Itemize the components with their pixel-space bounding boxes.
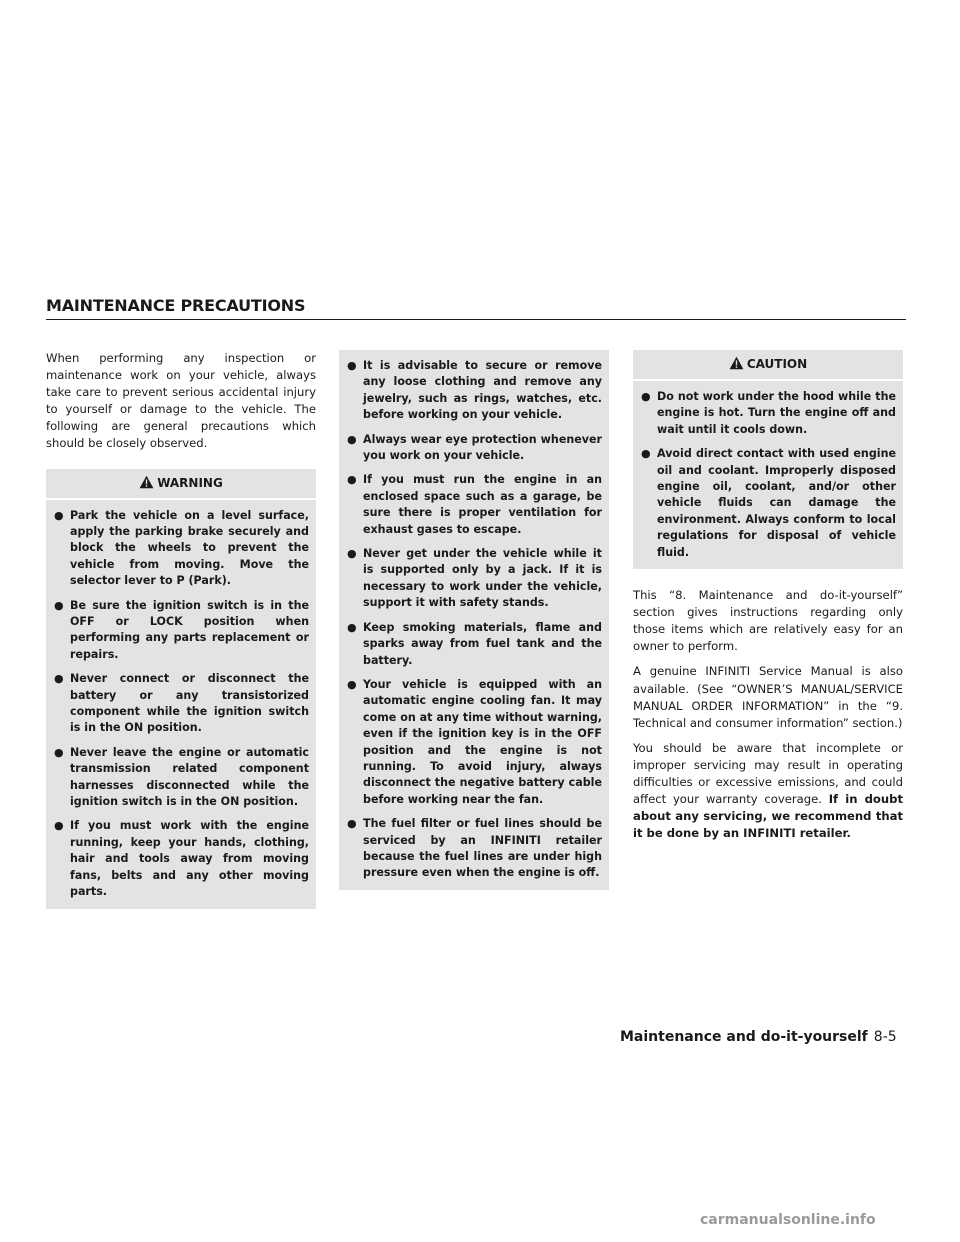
column-left bbox=[46, 350, 316, 909]
warning-list bbox=[46, 500, 316, 901]
bullet-icon: ● bbox=[347, 359, 357, 372]
bullet-icon: ● bbox=[347, 473, 357, 487]
caution-list bbox=[633, 381, 903, 561]
bullet-icon: ● bbox=[347, 817, 357, 831]
column-middle bbox=[339, 350, 609, 890]
column-right bbox=[633, 350, 903, 850]
page-footer bbox=[620, 1029, 920, 1045]
list-item: ● Keep smoking materials, flame and sparks away from fuel tank and the battery. bbox=[347, 620, 602, 667]
bullet-icon: ● bbox=[54, 598, 64, 612]
list-item: ● It is advisable to secure or remove any loose clothing and remove any jewelry, such as rings, watches, etc. before working on your vehicle. bbox=[347, 359, 602, 422]
warning-triangle-icon bbox=[139, 475, 154, 489]
bullet-icon: ● bbox=[641, 390, 651, 403]
list-item: ● Be sure the ignition switch is in the OFF or LOCK position when performing any parts replacement or repairs. bbox=[54, 598, 309, 661]
chapter-title: Maintenance and do-it-yourself bbox=[620, 1029, 868, 1045]
caution-heading-text: CAUTION bbox=[746, 357, 808, 371]
caution-box bbox=[633, 350, 903, 569]
bullet-icon: ● bbox=[54, 508, 64, 522]
servicing-advice-bold: If in doubt about any servicing, we recommend that it be done by an INFINITI retailer. bbox=[633, 792, 903, 841]
list-item: ● Never connect or disconnect the battery or any transistorized component while the ignition switch is in the ON position. bbox=[54, 672, 309, 735]
list-item: ● Never get under the vehicle while it is supported only by a jack. If it is necessary to work under the vehicle, support it with safety stands. bbox=[347, 547, 602, 610]
bullet-icon: ● bbox=[347, 432, 357, 446]
warning-heading-text: WARNING bbox=[157, 475, 223, 490]
warning-triangle-icon bbox=[729, 356, 744, 370]
section-scope-paragraph: This “8. Maintenance and do-it-yourself” section gives instructions regarding only those items which are relatively easy for an owner to perform. bbox=[633, 588, 903, 654]
bullet-icon: ● bbox=[347, 677, 357, 691]
page-number: 8-5 bbox=[873, 1029, 897, 1045]
list-item: ● The fuel filter or fuel lines should be serviced by an INFINITI retailer because the fuel lines are under high pressure even when the engine is off. bbox=[347, 817, 602, 880]
warning-box bbox=[46, 469, 316, 909]
list-item: ● Do not work under the hood while the engine is hot. Turn the engine off and wait until it cools down. bbox=[641, 390, 896, 436]
list-item: ● If you must run the engine in an enclosed space such as a garage, be sure there is proper ventilation for exhaust gases to escape. bbox=[347, 473, 602, 536]
bullet-icon: ● bbox=[347, 547, 357, 561]
list-item: ● Your vehicle is equipped with an automatic engine cooling fan. It may come on at any time without warning, even if the ignition key is in the OFF position and the engine is not running. To avoid injury, always disconnect the negative battery cable before working near the fan. bbox=[347, 677, 602, 806]
caution-heading bbox=[633, 350, 903, 381]
bullet-icon: ● bbox=[54, 745, 64, 759]
list-item: ● Always wear eye protection whenever you work on your vehicle. bbox=[347, 432, 602, 463]
warning-list-continued bbox=[339, 352, 609, 882]
warning-box-continued bbox=[339, 350, 609, 890]
service-manual-paragraph: A genuine INFINITI Service Manual is also available. (See “OWNER’S MANUAL/SERVICE MANUAL ORDER INFORMATION” in the “9. Technical and consumer information” section.) bbox=[633, 664, 903, 730]
servicing-advice-paragraph bbox=[633, 740, 903, 843]
watermark: carmanualsonline.info bbox=[700, 1212, 876, 1228]
list-item: ● Avoid direct contact with used engine oil and coolant. Improperly disposed engine oil, coolant, and/or other vehicle fluids can damage the environment. Always conform to local regulations for disposal of vehicle fluid. bbox=[641, 447, 896, 559]
bullet-icon: ● bbox=[641, 447, 651, 461]
bullet-icon: ● bbox=[54, 672, 64, 686]
list-item: ● Park the vehicle on a level surface, apply the parking brake securely and block the wheels to prevent the vehicle from moving. Move the selector lever to P (Park). bbox=[54, 508, 309, 588]
intro-paragraph: When performing any inspection or maintenance work on your vehicle, always take care to prevent serious accidental injury to yourself or damage to the vehicle. The following are general precautions which should be closely observed. bbox=[46, 351, 316, 451]
servicing-advice-text: You should be aware that incomplete or improper servicing may result in operating difficulties or excessive emissions, and could affect your warranty coverage. bbox=[633, 740, 903, 807]
bullet-icon: ● bbox=[54, 819, 64, 833]
section-title: MAINTENANCE PRECAUTIONS bbox=[46, 296, 906, 320]
warning-heading bbox=[46, 469, 316, 500]
list-item: ● Never leave the engine or automatic transmission related component harnesses disconnected while the ignition switch is in the ON position. bbox=[54, 745, 309, 809]
bullet-icon: ● bbox=[347, 620, 357, 634]
list-item: ● If you must work with the engine running, keep your hands, clothing, hair and tools away from moving fans, belts and any other moving parts. bbox=[54, 819, 309, 899]
